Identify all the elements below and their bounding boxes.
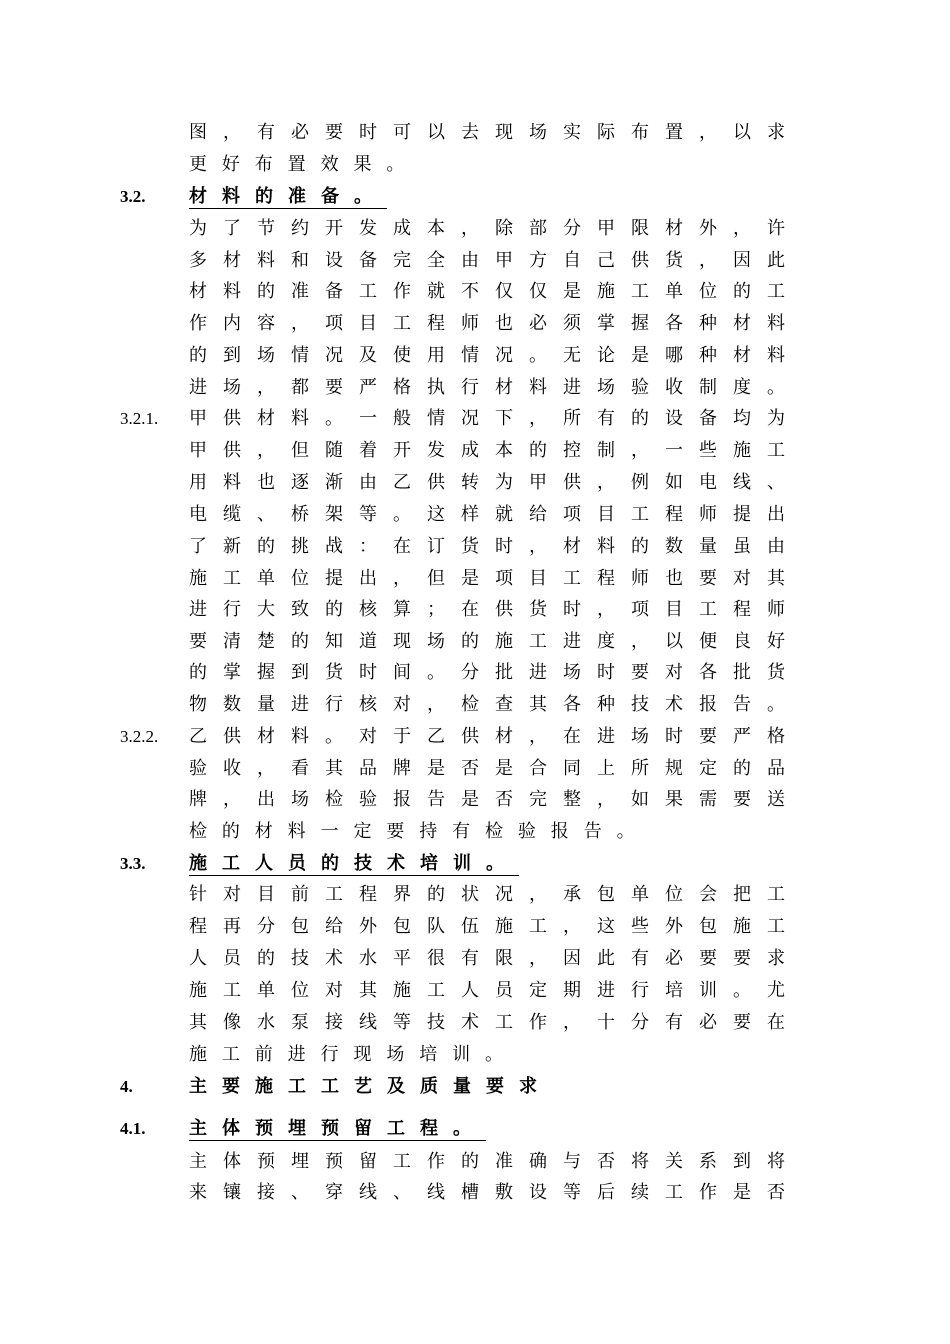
text-line: 电 缆 、 桥 架 等 。 这 样 就 给 项 目 工 程 师 提 出: [189, 504, 785, 525]
text-line: 程 再 分 包 给 外 包 队 伍 施 工 ， 这 些 外 包 施 工: [189, 916, 785, 937]
text-line: 为 了 节 约 开 发 成 本 ， 除 部 分 甲 限 材 外 ， 许: [189, 218, 785, 239]
section-heading: 材 料 的 准 备 。: [189, 186, 387, 209]
text-line: 施 工 单 位 提 出 ， 但 是 项 目 工 程 师 也 要 对 其: [189, 568, 785, 589]
text-line: 甲 供 ， 但 随 着 开 发 成 本 的 控 制 ， 一 些 施 工: [189, 440, 785, 461]
text-line: 的 掌 握 到 货 时 间 。 分 批 进 场 时 要 对 各 批 货: [189, 662, 785, 683]
subsection-number: 3.2.2.: [120, 727, 159, 746]
text-line: 人 员 的 技 术 水 平 很 有 限 ， 因 此 有 必 要 要 求: [189, 948, 785, 969]
text-line: 进 场 ， 都 要 严 格 执 行 材 料 进 场 验 收 制 度 。: [189, 377, 785, 398]
text-line: 进 行 大 致 的 核 算 ； 在 供 货 时 ， 项 目 工 程 师: [189, 599, 785, 620]
text-line: 施 工 单 位 对 其 施 工 人 员 定 期 进 行 培 训 。 尤: [189, 980, 785, 1001]
text-line: 图 ， 有 必 要 时 可 以 去 现 场 实 际 布 置 ， 以 求: [189, 122, 785, 143]
text-line: 更 好 布 置 效 果 。: [189, 154, 405, 175]
text-line: 材 料 的 准 备 工 作 就 不 仅 仅 是 施 工 单 位 的 工: [189, 281, 785, 302]
text-line: 检 的 材 料 一 定 要 持 有 检 验 报 告 。: [189, 821, 635, 842]
section-heading: 施 工 人 员 的 技 术 培 训 。: [189, 853, 519, 876]
text-line: 来 镶 接 、 穿 线 、 线 槽 敷 设 等 后 续 工 作 是 否: [189, 1182, 785, 1203]
text-line: 要 清 楚 的 知 道 现 场 的 施 工 进 度 ， 以 便 良 好: [189, 631, 785, 652]
text-line: 主 体 预 埋 预 留 工 作 的 准 确 与 否 将 关 系 到 将: [189, 1151, 785, 1172]
text-line: 乙 供 材 料 。 对 于 乙 供 材 ， 在 进 场 时 要 严 格: [189, 726, 785, 747]
heading-number: 3.2.: [120, 187, 146, 206]
heading-number: 3.3.: [120, 854, 146, 873]
text-line: 了 新 的 挑 战 ： 在 订 货 时 ， 材 料 的 数 量 虽 由: [189, 536, 785, 557]
subsection-number: 3.2.1.: [120, 409, 159, 428]
heading-number: 4.1.: [120, 1119, 146, 1138]
section-heading: 主 要 施 工 工 艺 及 质 量 要 求: [189, 1076, 537, 1097]
text-line: 的 到 场 情 况 及 使 用 情 况 。 无 论 是 哪 种 材 料: [189, 345, 785, 366]
text-line: 针 对 目 前 工 程 界 的 状 况 ， 承 包 单 位 会 把 工: [189, 884, 785, 905]
text-line: 用 料 也 逐 渐 由 乙 供 转 为 甲 供 ， 例 如 电 线 、: [189, 472, 785, 493]
text-line: 物 数 量 进 行 核 对 ， 检 查 其 各 种 技 术 报 告 。: [189, 694, 785, 715]
text-line: 作 内 容 ， 项 目 工 程 师 也 必 须 掌 握 各 种 材 料: [189, 313, 785, 334]
text-line: 其 像 水 泵 接 线 等 技 术 工 作 ， 十 分 有 必 要 在: [189, 1012, 785, 1033]
text-line: 多 材 料 和 设 备 完 全 由 甲 方 自 己 供 货 ， 因 此: [189, 250, 785, 271]
text-line: 甲 供 材 料 。 一 般 情 况 下 ， 所 有 的 设 备 均 为: [189, 408, 785, 429]
text-line: 验 收 ， 看 其 品 牌 是 否 是 合 同 上 所 规 定 的 品: [189, 758, 785, 779]
text-line: 施 工 前 进 行 现 场 培 训 。: [189, 1044, 504, 1065]
text-line: 牌 ， 出 场 检 验 报 告 是 否 完 整 ， 如 果 需 要 送: [189, 789, 785, 810]
heading-number: 4.: [120, 1077, 133, 1096]
section-heading: 主 体 预 埋 预 留 工 程 。: [189, 1118, 486, 1141]
